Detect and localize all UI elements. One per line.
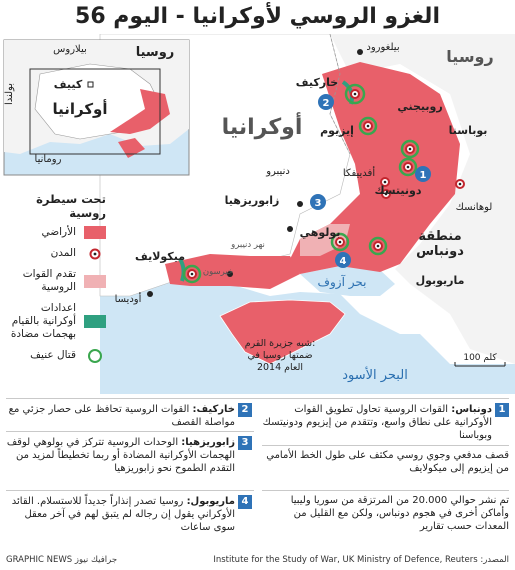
label-dnipro-river: نهر دنيبرو bbox=[231, 240, 265, 250]
source-text: المصدر: Institute for the Study of War, UK Ministry of Defence, Reuters bbox=[213, 555, 509, 565]
label-izium: إيزيوم bbox=[320, 124, 354, 137]
svg-text:1: 1 bbox=[419, 170, 427, 181]
legend-counter: اعدادات أوكرانية بالقيام بهجمات مضادة bbox=[6, 302, 106, 341]
label-ukraine: أوكرانيا bbox=[221, 115, 303, 140]
label-avdiivka: أفدييفكا bbox=[342, 168, 376, 179]
svg-text:روسيا: روسيا bbox=[135, 45, 175, 60]
legend-advance: تقدم القوات الروسية bbox=[6, 268, 106, 294]
label-odesa: أوديسا bbox=[114, 294, 142, 305]
svg-text:كييف: كييف bbox=[53, 78, 83, 91]
svg-text:بولندا: بولندا bbox=[4, 82, 15, 106]
label-popasna: بوباسنا bbox=[448, 124, 488, 137]
note-4-number: 4 bbox=[238, 495, 252, 509]
label-donbas: منطقة دونباس bbox=[416, 229, 464, 259]
label-kherson: خيرسون bbox=[202, 267, 234, 277]
label-azov: بحر آزوف bbox=[317, 275, 367, 289]
svg-text:100 كلم: 100 كلم bbox=[463, 353, 497, 363]
label-rubizhne: روبيجني bbox=[397, 100, 443, 113]
badge-1 bbox=[415, 166, 431, 182]
legend-territory: الأراضي bbox=[6, 226, 106, 239]
label-black-sea: البحر الأسود bbox=[342, 368, 408, 383]
page-title: الغزو الروسي لأوكرانيا - اليوم 56 bbox=[75, 4, 440, 29]
advance-swatch bbox=[84, 275, 106, 288]
svg-text:أوكرانيا: أوكرانيا bbox=[52, 100, 108, 118]
fighting-swatch bbox=[84, 349, 106, 362]
badge-4 bbox=[335, 252, 351, 268]
legend bbox=[6, 192, 106, 370]
label-belgorod: بيلغورود bbox=[366, 42, 400, 53]
svg-text:بيلاروس: بيلاروس bbox=[53, 44, 87, 55]
label-mykolaiv: ميكولايف bbox=[134, 250, 186, 263]
legend-fighting: قتال عنيف bbox=[6, 349, 106, 362]
legend-title: تحت سيطرة روسية bbox=[36, 192, 106, 220]
note-1-mercenaries: تم نشر حوالي 20.000 من المرتزقة من سوريا وليبيا وأماكن أخرى في هجوم دونباس، ولكن مع القليل من المعدات حسب تقارير bbox=[290, 495, 509, 532]
svg-text:رومانيا: رومانيا bbox=[34, 154, 62, 165]
inset-map bbox=[4, 40, 189, 175]
territory-swatch bbox=[84, 226, 106, 239]
note-1: دونباس: القوات الروسية تحاول تطويق القوات الأوكرانية على نطاق واسع، وتتقدم من إيزيوم ودونيتسك وبوباسنا bbox=[262, 404, 492, 441]
label-kharkiv: خاركيف bbox=[295, 76, 339, 89]
note-1-number: 1 bbox=[495, 403, 509, 417]
svg-text:3: 3 bbox=[314, 198, 322, 209]
label-dnipro: دنيبرو bbox=[266, 166, 290, 177]
notes-panel bbox=[0, 398, 515, 550]
label-huliaipole: بولوهي bbox=[299, 226, 341, 239]
note-2: خاركيف: القوات الروسية تحافظ على حصار جزئي مع مواصلة القصف bbox=[8, 404, 235, 428]
city-swatch bbox=[84, 247, 106, 260]
note-1-artillery: قصف مدفعي وجوي روسي مكثف على طول الخط الأمامي من إيزيوم إلى ميكولايف bbox=[266, 450, 509, 474]
svg-text:2: 2 bbox=[322, 98, 330, 109]
svg-text:4: 4 bbox=[339, 256, 347, 267]
legend-cities: المدن bbox=[6, 247, 106, 260]
label-crimea: شبه جزيرة القرم: ضمتها روسيا في العام 2014 bbox=[244, 338, 316, 373]
label-mariupol: ماريوبول bbox=[415, 274, 465, 287]
note-2-number: 2 bbox=[238, 403, 252, 417]
badge-2 bbox=[318, 94, 334, 110]
label-russia: روسيا bbox=[446, 47, 494, 66]
label-zaporizhzhia: زابوريزهيا bbox=[224, 194, 280, 207]
note-4: ماريوبول: روسيا تصدر إنذاراً جديداً للاستسلام. القائد الأوكراني يقول إن رجاله لم يتبق لهم في آخر معقل سوى ساعات bbox=[11, 496, 235, 533]
note-3: زابوريزهيا: الوحدات الروسية تتركز في بولوهي لوقف الهجمات الأوكرانية المضادة أو ربما تخطيطاً لمزيد من التقدم الطموح نحو زابوريزهيا bbox=[6, 437, 235, 474]
credit-text: جرافيك نيوز GRAPHIC NEWS bbox=[6, 555, 118, 565]
note-3-number: 3 bbox=[238, 436, 252, 450]
label-luhansk: لوهانسك bbox=[455, 202, 493, 213]
badge-3 bbox=[310, 194, 326, 210]
footer bbox=[0, 553, 515, 570]
label-donetsk: دونيتسك bbox=[374, 184, 422, 197]
counter-swatch bbox=[84, 315, 106, 328]
